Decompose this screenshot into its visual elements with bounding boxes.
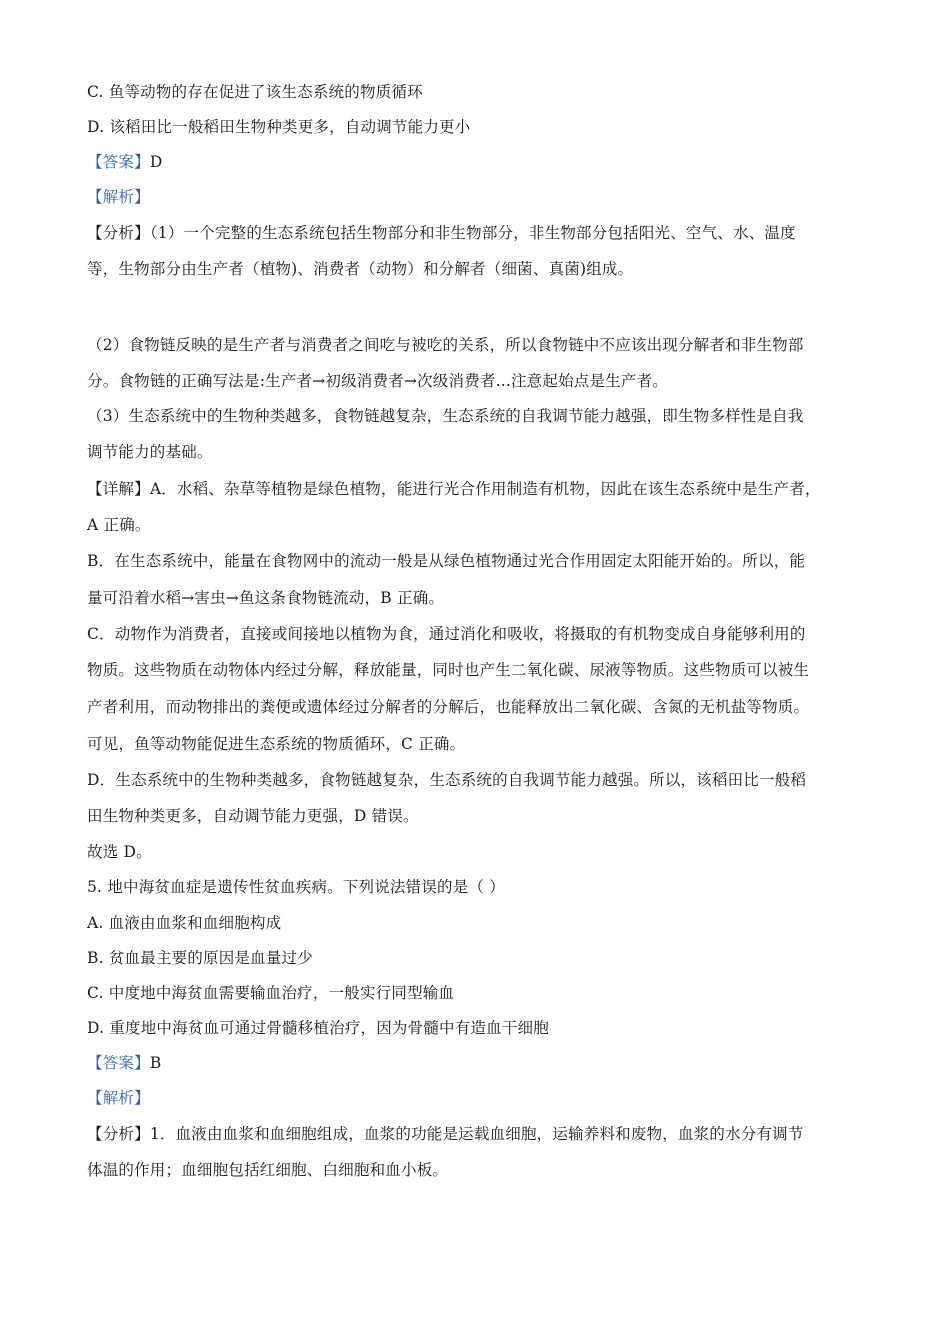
q5-option-c: C. 中度地中海贫血需要输血治疗，一般实行同型输血 bbox=[87, 984, 455, 1002]
q4-answer bbox=[87, 152, 867, 172]
q4-fenxi-line: 等，生物部分由生产者（植物)、消费者（动物）和分解者（细菌、真菌)组成。 bbox=[87, 260, 634, 278]
q4-xiangjie-line: A 正确。 bbox=[87, 516, 151, 534]
answer-tag: 【答案】 bbox=[87, 1054, 150, 1072]
xiangjie-tag: 【详解】 bbox=[87, 480, 150, 498]
q4-xiangjie-line: 可见，鱼等动物能促进生态系统的物质循环，C 正确。 bbox=[87, 735, 466, 753]
answer-value: D bbox=[149, 153, 163, 171]
q4-option-d: D. 该稻田比一般稻田生物种类更多，自动调节能力更小 bbox=[87, 118, 471, 136]
q4-fenxi-line: 调节能力的基础。 bbox=[87, 443, 213, 461]
q4-xiangjie-line: 【详解】A．水稻、杂草等植物是绿色植物，能进行光合作用制造有机物，因此在该生态系统中是生产者， bbox=[87, 480, 821, 498]
q4-xiangjie-line: 量可沿着水稻→害虫→鱼这条食物链流动，B 正确。 bbox=[87, 589, 445, 607]
q4-xiangjie-line: B．在生态系统中，能量在食物网中的流动一般是从绿色植物通过光合作用固定太阳能开始的。所以，能 bbox=[87, 552, 806, 570]
q4-xiangjie-line: 产者利用，而动物排出的粪便或遗体经过分解者的分解后，也能释放出二氧化碳、含氮的无机盐等物质。 bbox=[87, 698, 810, 716]
q5-answer bbox=[87, 1053, 867, 1073]
fenxi-tag: 【分析】 bbox=[87, 224, 150, 242]
q5-stem: 5. 地中海贫血症是遗传性贫血疾病。下列说法错误的是（ ） bbox=[87, 878, 505, 896]
q4-fenxi-line: 【分析】（1）一个完整的生态系统包括生物部分和非生物部分，非生物部分包括阳光、空气、水、温度 bbox=[87, 224, 796, 242]
answer-value: B bbox=[149, 1054, 162, 1072]
q4-xiangjie-line: D．生态系统中的生物种类越多，食物链越复杂，生态系统的自我调节能力越强。所以，该稻田比一般稻 bbox=[87, 771, 807, 789]
q5-fenxi-line: 体温的作用；血细胞包括红细胞、白细胞和血小板。 bbox=[87, 1161, 449, 1179]
q4-xiangjie-line: 田生物种类更多，自动调节能力更强，D 错误。 bbox=[87, 807, 419, 825]
fenxi-tag: 【分析】 bbox=[87, 1125, 150, 1143]
q5-analysis-tag: 【解析】 bbox=[87, 1089, 150, 1107]
q5-option-d: D. 重度地中海贫血可通过骨髓移植治疗，因为骨髓中有造血干细胞 bbox=[87, 1019, 549, 1037]
q4-fenxi-line: （2）食物链反映的是生产者与消费者之间吃与被吃的关系，所以食物链中不应该出现分解者和非生物部 bbox=[87, 336, 804, 354]
q4-analysis-tag: 【解析】 bbox=[87, 188, 150, 206]
q5-option-a: A. 血液由血浆和血细胞构成 bbox=[87, 914, 282, 932]
answer-tag: 【答案】 bbox=[87, 153, 150, 171]
q4-xiangjie-line: 物质。这些物质在动物体内经过分解，释放能量，同时也产生二氧化碳、尿液等物质。这些物质可以被生 bbox=[87, 661, 810, 679]
q4-option-c: C. 鱼等动物的存在促进了该生态系统的物质循环 bbox=[87, 83, 423, 101]
q4-conclusion: 故选 D。 bbox=[87, 843, 152, 861]
q4-xiangjie-line: C．动物作为消费者，直接或间接地以植物为食，通过消化和吸收，将摄取的有机物变成自身能够利用的 bbox=[87, 625, 806, 643]
q4-fenxi-line: （3）生态系统中的生物种类越多，食物链越复杂，生态系统的自我调节能力越强，即生物多样性是自我 bbox=[87, 407, 804, 425]
q4-fenxi-line: 分。食物链的正确写法是:生产者→初级消费者→次级消费者...注意起始点是生产者。 bbox=[87, 372, 668, 390]
q5-option-b: B. 贫血最主要的原因是血量过少 bbox=[87, 949, 313, 967]
q5-fenxi-line: 【分析】1．血液由血浆和血细胞组成，血浆的功能是运载血细胞，运输养料和废物，血浆的水分有调节 bbox=[87, 1125, 804, 1143]
